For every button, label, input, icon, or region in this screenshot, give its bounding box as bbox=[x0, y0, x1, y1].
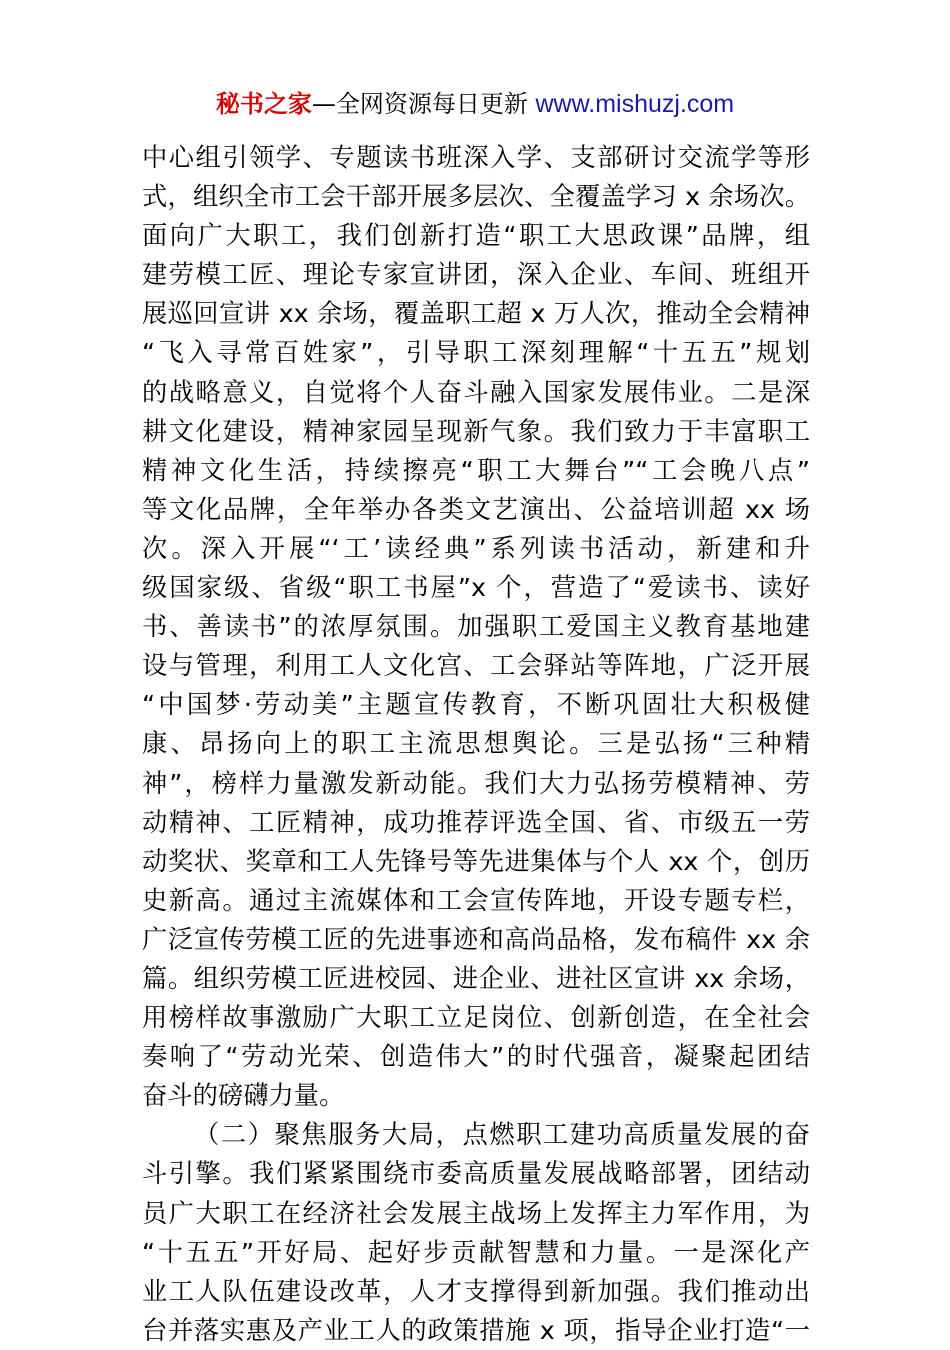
text-line: 的战略意义，自觉将个人奋斗融入国家发展伟业。二是深 bbox=[142, 377, 810, 407]
text-line: 业工人队伍建设改革，人才支撑得到新加强。我们推动出 bbox=[142, 1276, 810, 1306]
text-line: 中心组引领学、专题读书班深入学、支部研讨交流学等形 bbox=[142, 143, 810, 172]
site-brand: 秘书之家 bbox=[215, 90, 312, 118]
paragraph-1 bbox=[142, 138, 810, 1115]
text-line: 员广大职工在经济社会发展主战场上发挥主力军作用，为 bbox=[142, 1198, 810, 1228]
text-line: 等文化品牌，全年举办各类文艺演出、公益培训超 xx 场 bbox=[142, 494, 810, 524]
text-line: 面向广大职工，我们创新打造“职工大思政课”品牌，组 bbox=[142, 221, 810, 251]
site-url-link[interactable]: www.mishuzj.com bbox=[535, 90, 735, 118]
text-line: “飞入寻常百姓家”，引导职工深刻理解“十五五”规划 bbox=[142, 338, 810, 368]
text-line: 次。深入开展“‘工’读经典”系列读书活动，新建和升 bbox=[142, 533, 810, 563]
text-line: （二）聚焦服务大局，点燃职工建功高质量发展的奋 bbox=[194, 1120, 810, 1150]
text-line: 台并落实惠及产业工人的政策措施 x 项，指导企业打造“一 bbox=[142, 1315, 810, 1345]
document-body bbox=[142, 138, 810, 1350]
text-line: 斗引擎。我们紧紧围绕市委高质量发展战略部署，团结动 bbox=[142, 1159, 810, 1189]
site-header bbox=[0, 88, 950, 120]
text-line: 奏响了“劳动光荣、创造伟大”的时代强音，凝聚起团结 bbox=[142, 1042, 810, 1072]
text-line: 动奖状、奖章和工人先锋号等先进集体与个人 xx 个，创历 bbox=[142, 846, 810, 876]
text-line: 精神文化生活，持续擦亮“职工大舞台”“工会晚八点” bbox=[142, 455, 810, 485]
text-line: 书、善读书”的浓厚氛围。加强职工爱国主义教育基地建 bbox=[142, 612, 810, 642]
text-line: 用榜样故事激励广大职工立足岗位、创新创造，在全社会 bbox=[142, 1003, 810, 1033]
text-line: 奋斗的磅礴力量。 bbox=[142, 1081, 345, 1111]
text-line: 式，组织全市工会干部开展多层次、全覆盖学习 x 余场次。 bbox=[142, 182, 810, 212]
text-line: 展巡回宣讲 xx 余场，覆盖职工超 x 万人次，推动全会精神 bbox=[142, 299, 810, 329]
text-line: 级国家级、省级“职工书屋”x 个，营造了“爱读书、读好 bbox=[142, 573, 810, 603]
text-line: 康、昂扬向上的职工主流思想舆论。三是弘扬“三种精 bbox=[142, 729, 810, 759]
text-line: 神”，榜样力量激发新动能。我们大力弘扬劳模精神、劳 bbox=[142, 768, 810, 798]
text-line: 设与管理，利用工人文化宫、工会驿站等阵地，广泛开展 bbox=[142, 651, 810, 681]
text-line: 广泛宣传劳模工匠的先进事迹和高尚品格，发布稿件 xx 余 bbox=[142, 924, 810, 954]
text-line: 篇。组织劳模工匠进校园、进企业、进社区宣讲 xx 余场， bbox=[142, 963, 810, 993]
text-line: “中国梦·劳动美”主题宣传教育，不断巩固壮大积极健 bbox=[142, 690, 810, 720]
text-line: 史新高。通过主流媒体和工会宣传阵地，开设专题专栏， bbox=[142, 885, 810, 915]
paragraph-2 bbox=[142, 1115, 810, 1350]
text-line: 耕文化建设，精神家园呈现新气象。我们致力于丰富职工 bbox=[142, 416, 810, 446]
text-line: “十五五”开好局、起好步贡献智慧和力量。一是深化产 bbox=[142, 1237, 810, 1267]
site-tagline: —全网资源每日更新 bbox=[311, 90, 536, 118]
text-line: 建劳模工匠、理论专家宣讲团，深入企业、车间、班组开 bbox=[142, 260, 810, 290]
text-line: 动精神、工匠精神，成功推荐评选全国、省、市级五一劳 bbox=[142, 807, 810, 837]
